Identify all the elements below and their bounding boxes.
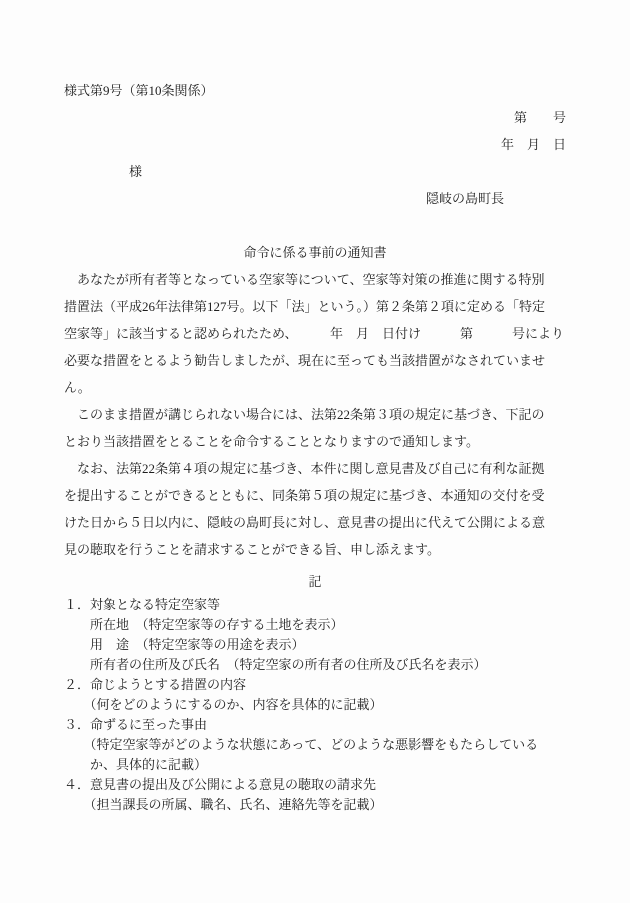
list-line: ２．命じようとする措置の内容 <box>64 677 247 692</box>
list-line: 所在地 （特定空家等の存する土地を表示） <box>64 617 344 632</box>
body-line: このまま措置が講じられない場合には、法第22条第３項の規定に基づき、下記の <box>64 407 545 422</box>
body-line: 見の聴取を行うことを請求することができる旨、申し添えます。 <box>64 542 440 557</box>
doc-number-line: 第 号 <box>513 110 566 125</box>
list-line: 所有者の住所及び氏名 （特定空家の所有者の住所及び氏名を表示） <box>64 657 487 672</box>
body-line: けた日から５日以内に、隠岐の島町長に対し、意見書の提出に代えて公開による意 <box>64 515 546 530</box>
notice-items <box>64 595 566 815</box>
list-line: ３．命ずるに至った事由 <box>64 717 208 732</box>
sender-name: 隠岐の島町長 <box>426 191 505 206</box>
ki-marker: 記 <box>308 574 322 589</box>
list-line: （担当課長の所属、職名、氏名、連絡先等を記載） <box>64 797 383 812</box>
list-line: （何をどのようにするのか、内容を具体的に記載） <box>64 697 383 712</box>
body-line: 必要な措置をとるよう勧告しましたが、現在に至っても当該措置がなされていませ <box>64 353 546 368</box>
form-number: 様式第9号（第10条関係） <box>64 83 214 98</box>
body-line: 措置法（平成26年法律第127号。以下「法」という。）第２条第２項に定める「特定 <box>64 299 546 314</box>
spacer-line <box>64 212 566 239</box>
document-title: 命令に係る事前の通知書 <box>243 245 387 260</box>
body-line: 空家等」に該当すると認められたため、 年 月 日付け 第 号により <box>64 326 564 341</box>
body-line: を提出することができるとともに、同条第５項の規定に基づき、本通知の交付を受 <box>64 488 545 503</box>
body-line: あなたが所有者等となっている空家等について、空家等対策の推進に関する特別 <box>64 272 545 287</box>
body-line: なお、法第22条第４項の規定に基づき、本件に関し意見書及び自己に有利な証拠 <box>64 461 545 476</box>
body-paragraphs <box>64 266 566 563</box>
list-line: ４．意見書の提出及び公開による意見の聴取の請求先 <box>64 777 377 792</box>
list-line: か、具体的に記載） <box>64 757 208 772</box>
list-line: （特定空家等がどのような状態にあって、どのような悪影響をもたらしている <box>64 737 539 752</box>
body-line: とおり当該措置をとることを命令することとなりますので通知します。 <box>64 434 479 449</box>
addressee-line: 様 <box>64 164 143 179</box>
date-line: 年 月 日 <box>500 137 566 152</box>
list-line: 用 途 （特定空家等の用途を表示） <box>64 637 305 652</box>
list-line: １．対象となる特定空家等 <box>64 597 221 612</box>
body-line: ん。 <box>64 380 91 395</box>
